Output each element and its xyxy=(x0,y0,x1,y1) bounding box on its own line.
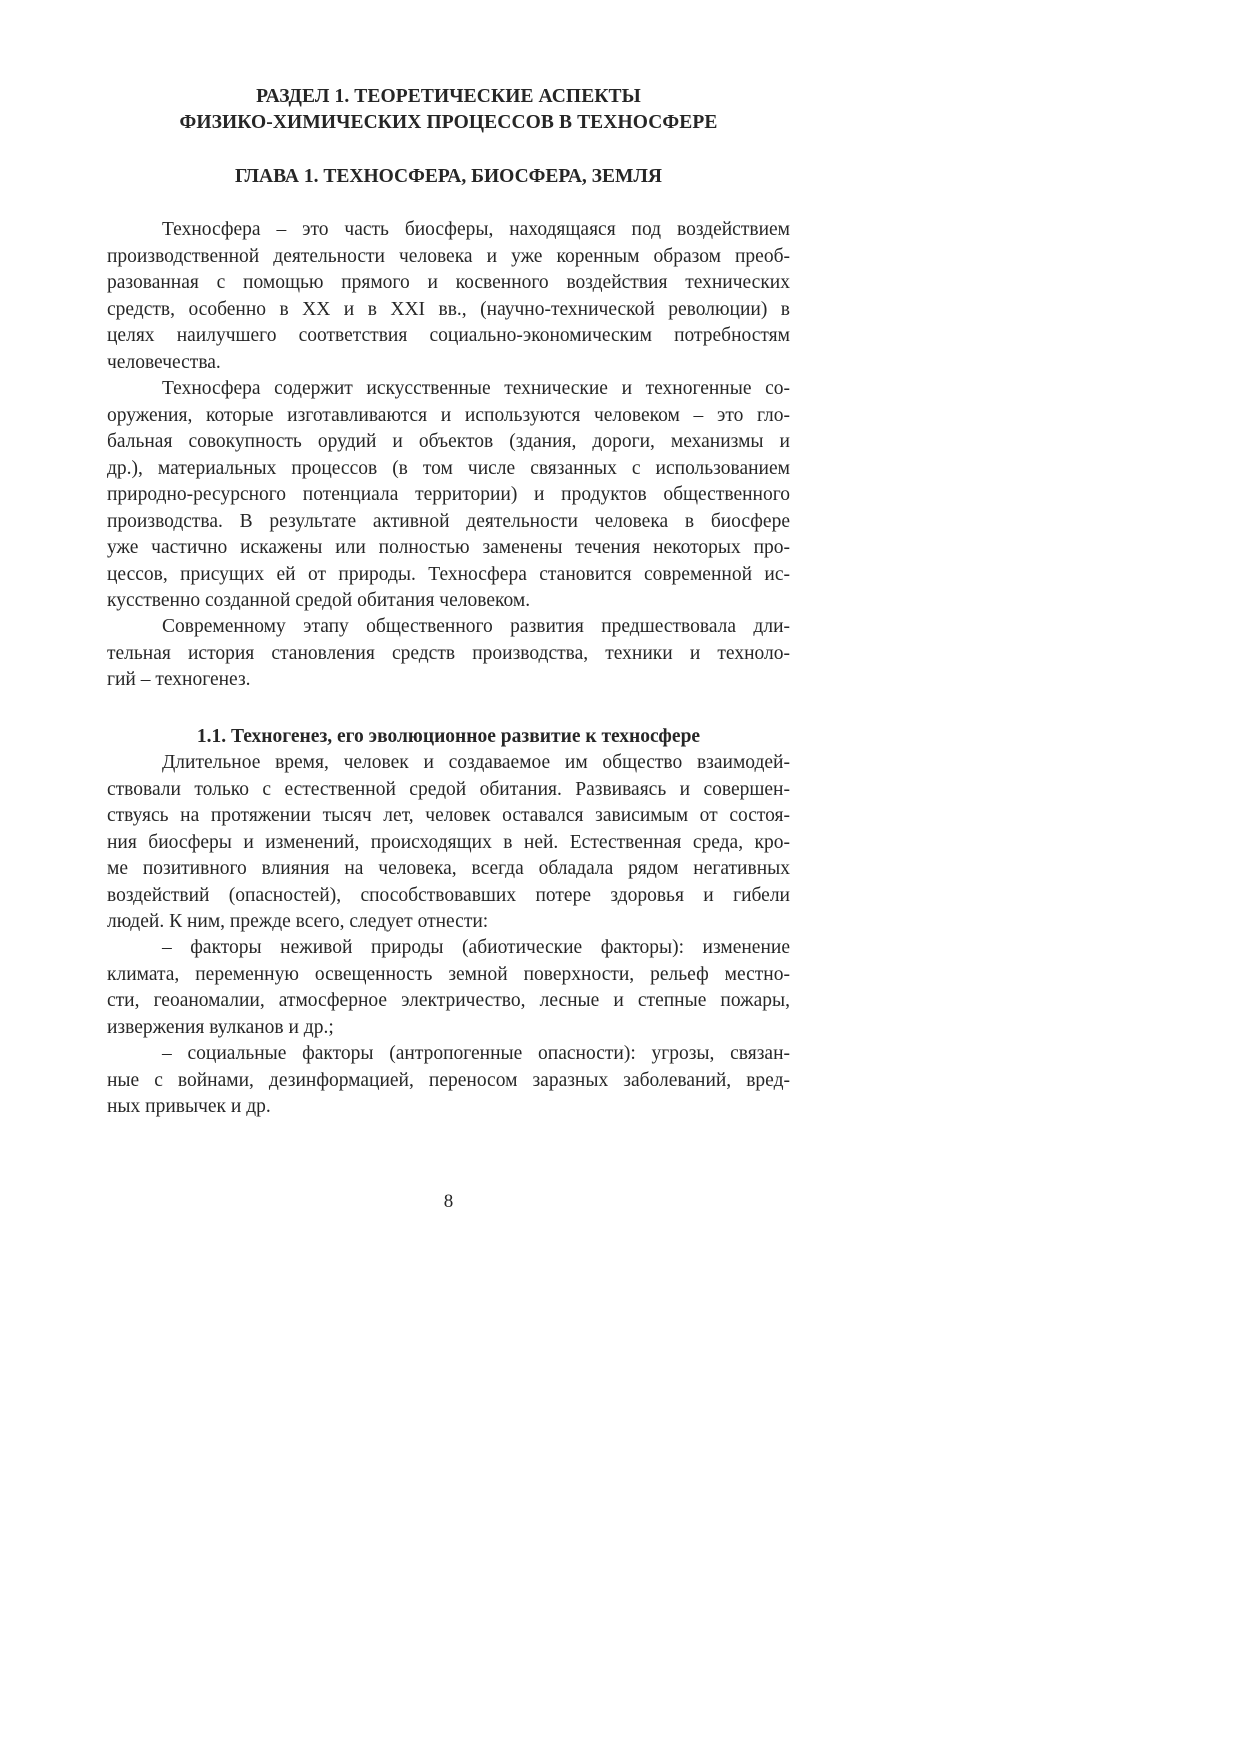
paragraph-line: тельная история становления средств производства, техники и техноло- xyxy=(107,642,790,664)
paragraph-line: производства. В результате активной деятельности человека в биосфере xyxy=(107,510,790,532)
paragraph-line: целях наилучшего соответствия социально-экономическим потребностям xyxy=(107,325,790,346)
paragraph-technosphere-definition xyxy=(107,217,790,376)
paragraph-line: – социальные факторы (антропогенные опасности): угрозы, связан- xyxy=(162,1043,790,1064)
paragraph-line: человечества. xyxy=(107,351,221,373)
paragraph-natural-environment xyxy=(107,750,790,936)
paragraph-line: ния биосферы и изменений, происходящих в ней. Естественная среда, кро- xyxy=(107,831,790,853)
paragraph-line: – факторы неживой природы (абиотические факторы): изменение xyxy=(162,937,790,958)
paragraph-line: ствуясь на протяжении тысяч лет, человек оставался зависимым от состоя- xyxy=(107,805,790,826)
paragraph-line: уже частично искажены или полностью заменены течения некоторых про- xyxy=(107,537,790,558)
paragraph-technogenesis-history xyxy=(107,614,790,694)
paragraph-technosphere-contents xyxy=(107,376,790,615)
paragraph-line: климата, переменную освещенность земной поверхности, рельеф местно- xyxy=(107,963,790,985)
paragraph-line: др.), материальных процессов (в том числе связанных с использованием xyxy=(107,457,790,479)
paragraph-line: воздействий (опасностей), способствовавших потере здоровья и гибели xyxy=(107,884,790,906)
paragraph-line: Современному этапу общественного развития предшествовала дли- xyxy=(162,616,790,637)
section-title-line-2: ФИЗИКО-ХИМИЧЕСКИХ ПРОЦЕССОВ В ТЕХНОСФЕРЕ xyxy=(179,112,718,133)
paragraph-line: извержения вулканов и др.; xyxy=(107,1016,334,1038)
paragraph-line: разованная с помощью прямого и косвенного воздействия технических xyxy=(107,272,790,293)
paragraph-line: природно-ресурсного потенциала территории) и продуктов общественного xyxy=(107,484,790,505)
list-item-abiotic-factors xyxy=(107,935,790,1041)
chapter-title: ГЛАВА 1. ТЕХНОСФЕРА, БИОСФЕРА, ЗЕМЛЯ xyxy=(235,166,662,187)
section-title-line-1: РАЗДЕЛ 1. ТЕОРЕТИЧЕСКИЕ АСПЕКТЫ xyxy=(256,86,641,107)
paragraph-line: бальная совокупность орудий и объектов (здания, дороги, механизмы и xyxy=(107,431,790,452)
paragraph-line: Техносфера – это часть биосферы, находящаяся под воздействием xyxy=(162,219,790,240)
subsection-title: 1.1. Техногенез, его эволюционное развитие к техносфере xyxy=(196,726,701,747)
section-title xyxy=(107,84,790,136)
paragraph-line: Длительное время, человек и создаваемое им общество взаимодей- xyxy=(162,752,790,773)
page-number: 8 xyxy=(443,1191,454,1212)
paragraph-line: ные с войнами, дезинформацией, переносом заразных заболеваний, вред- xyxy=(107,1069,790,1091)
paragraph-line: людей. К ним, прежде всего, следует отнести: xyxy=(107,911,489,932)
paragraph-line: кусственно созданной средой обитания человеком. xyxy=(107,590,531,611)
paragraph-line: средств, особенно в XX и в XXI вв., (научно-технической революции) в xyxy=(107,298,790,320)
paragraph-line: Техносфера содержит искусственные технические и техногенные со- xyxy=(162,378,790,399)
paragraph-line: ных привычек и др. xyxy=(107,1096,271,1117)
paragraph-line: оружения, которые изготавливаются и используются человеком – это гло- xyxy=(107,404,790,426)
paragraph-line: ме позитивного влияния на человека, всегда обладала рядом негативных xyxy=(107,858,790,879)
paragraph-line: цессов, присущих ей от природы. Техносфера становится современной ис- xyxy=(107,563,790,585)
paragraph-line: гий – техногенез. xyxy=(107,669,251,690)
paragraph-line: сти, геоаномалии, атмосферное электричество, лесные и степные пожары, xyxy=(107,990,790,1011)
list-item-social-factors xyxy=(107,1041,790,1121)
paragraph-line: ствовали только с естественной средой обитания. Развиваясь и совершен- xyxy=(107,778,790,800)
paragraph-line: производственной деятельности человека и уже коренным образом преоб- xyxy=(107,245,790,267)
